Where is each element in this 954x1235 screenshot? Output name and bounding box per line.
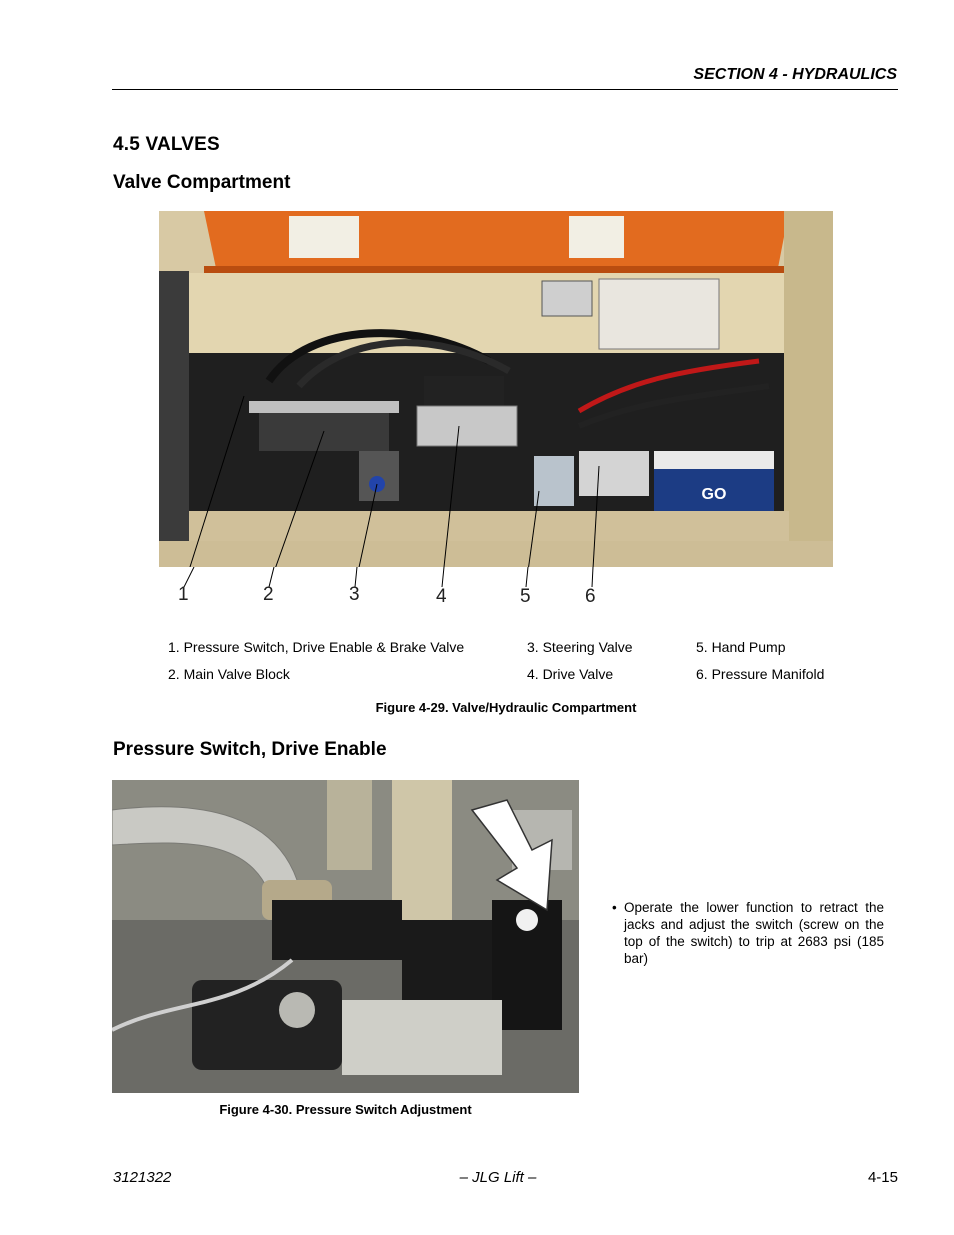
figure-caption: Figure 4-29. Valve/Hydraulic Compartment	[375, 700, 637, 715]
bullet-item	[612, 899, 884, 967]
valve-compartment-photo	[159, 211, 833, 567]
callout-5: 5	[520, 586, 531, 607]
callout-leaders	[159, 567, 833, 589]
legend-item: 3. Steering Valve	[527, 639, 633, 655]
page-number: 4-15	[867, 1169, 898, 1186]
pressure-switch-photo	[112, 780, 579, 1093]
legend-item: 2. Main Valve Block	[168, 666, 290, 682]
legend-item: 6. Pressure Manifold	[696, 666, 825, 682]
legend-item: 5. Hand Pump	[696, 639, 786, 655]
callout-1: 1	[178, 584, 189, 605]
legend-item: 4. Drive Valve	[527, 666, 614, 682]
callout-2: 2	[263, 584, 274, 605]
legend-item: 1. Pressure Switch, Drive Enable & Brake Valve	[168, 639, 465, 655]
section-title: 4.5 VALVES	[113, 134, 220, 155]
callout-4: 4	[436, 586, 447, 607]
valve-compartment-heading: Valve Compartment	[113, 172, 291, 193]
figure-caption: Figure 4-30. Pressure Switch Adjustment	[219, 1102, 472, 1117]
header-rule	[112, 89, 898, 90]
callout-3: 3	[349, 584, 360, 605]
bullet-marker: •	[612, 900, 617, 915]
doc-number: 3121322	[113, 1169, 172, 1186]
callout-6: 6	[585, 586, 596, 607]
section-header: SECTION 4 - HYDRAULICS	[693, 66, 897, 83]
battery-label: GO	[701, 486, 727, 503]
bullet-text: Operate the lower function to retract the jacks and adjust the switch (screw on the top of the switch) to trip at 2683 psi (185 bar)	[624, 900, 884, 966]
pressure-switch-heading: Pressure Switch, Drive Enable	[113, 739, 387, 760]
publisher: – JLG Lift –	[459, 1169, 537, 1186]
